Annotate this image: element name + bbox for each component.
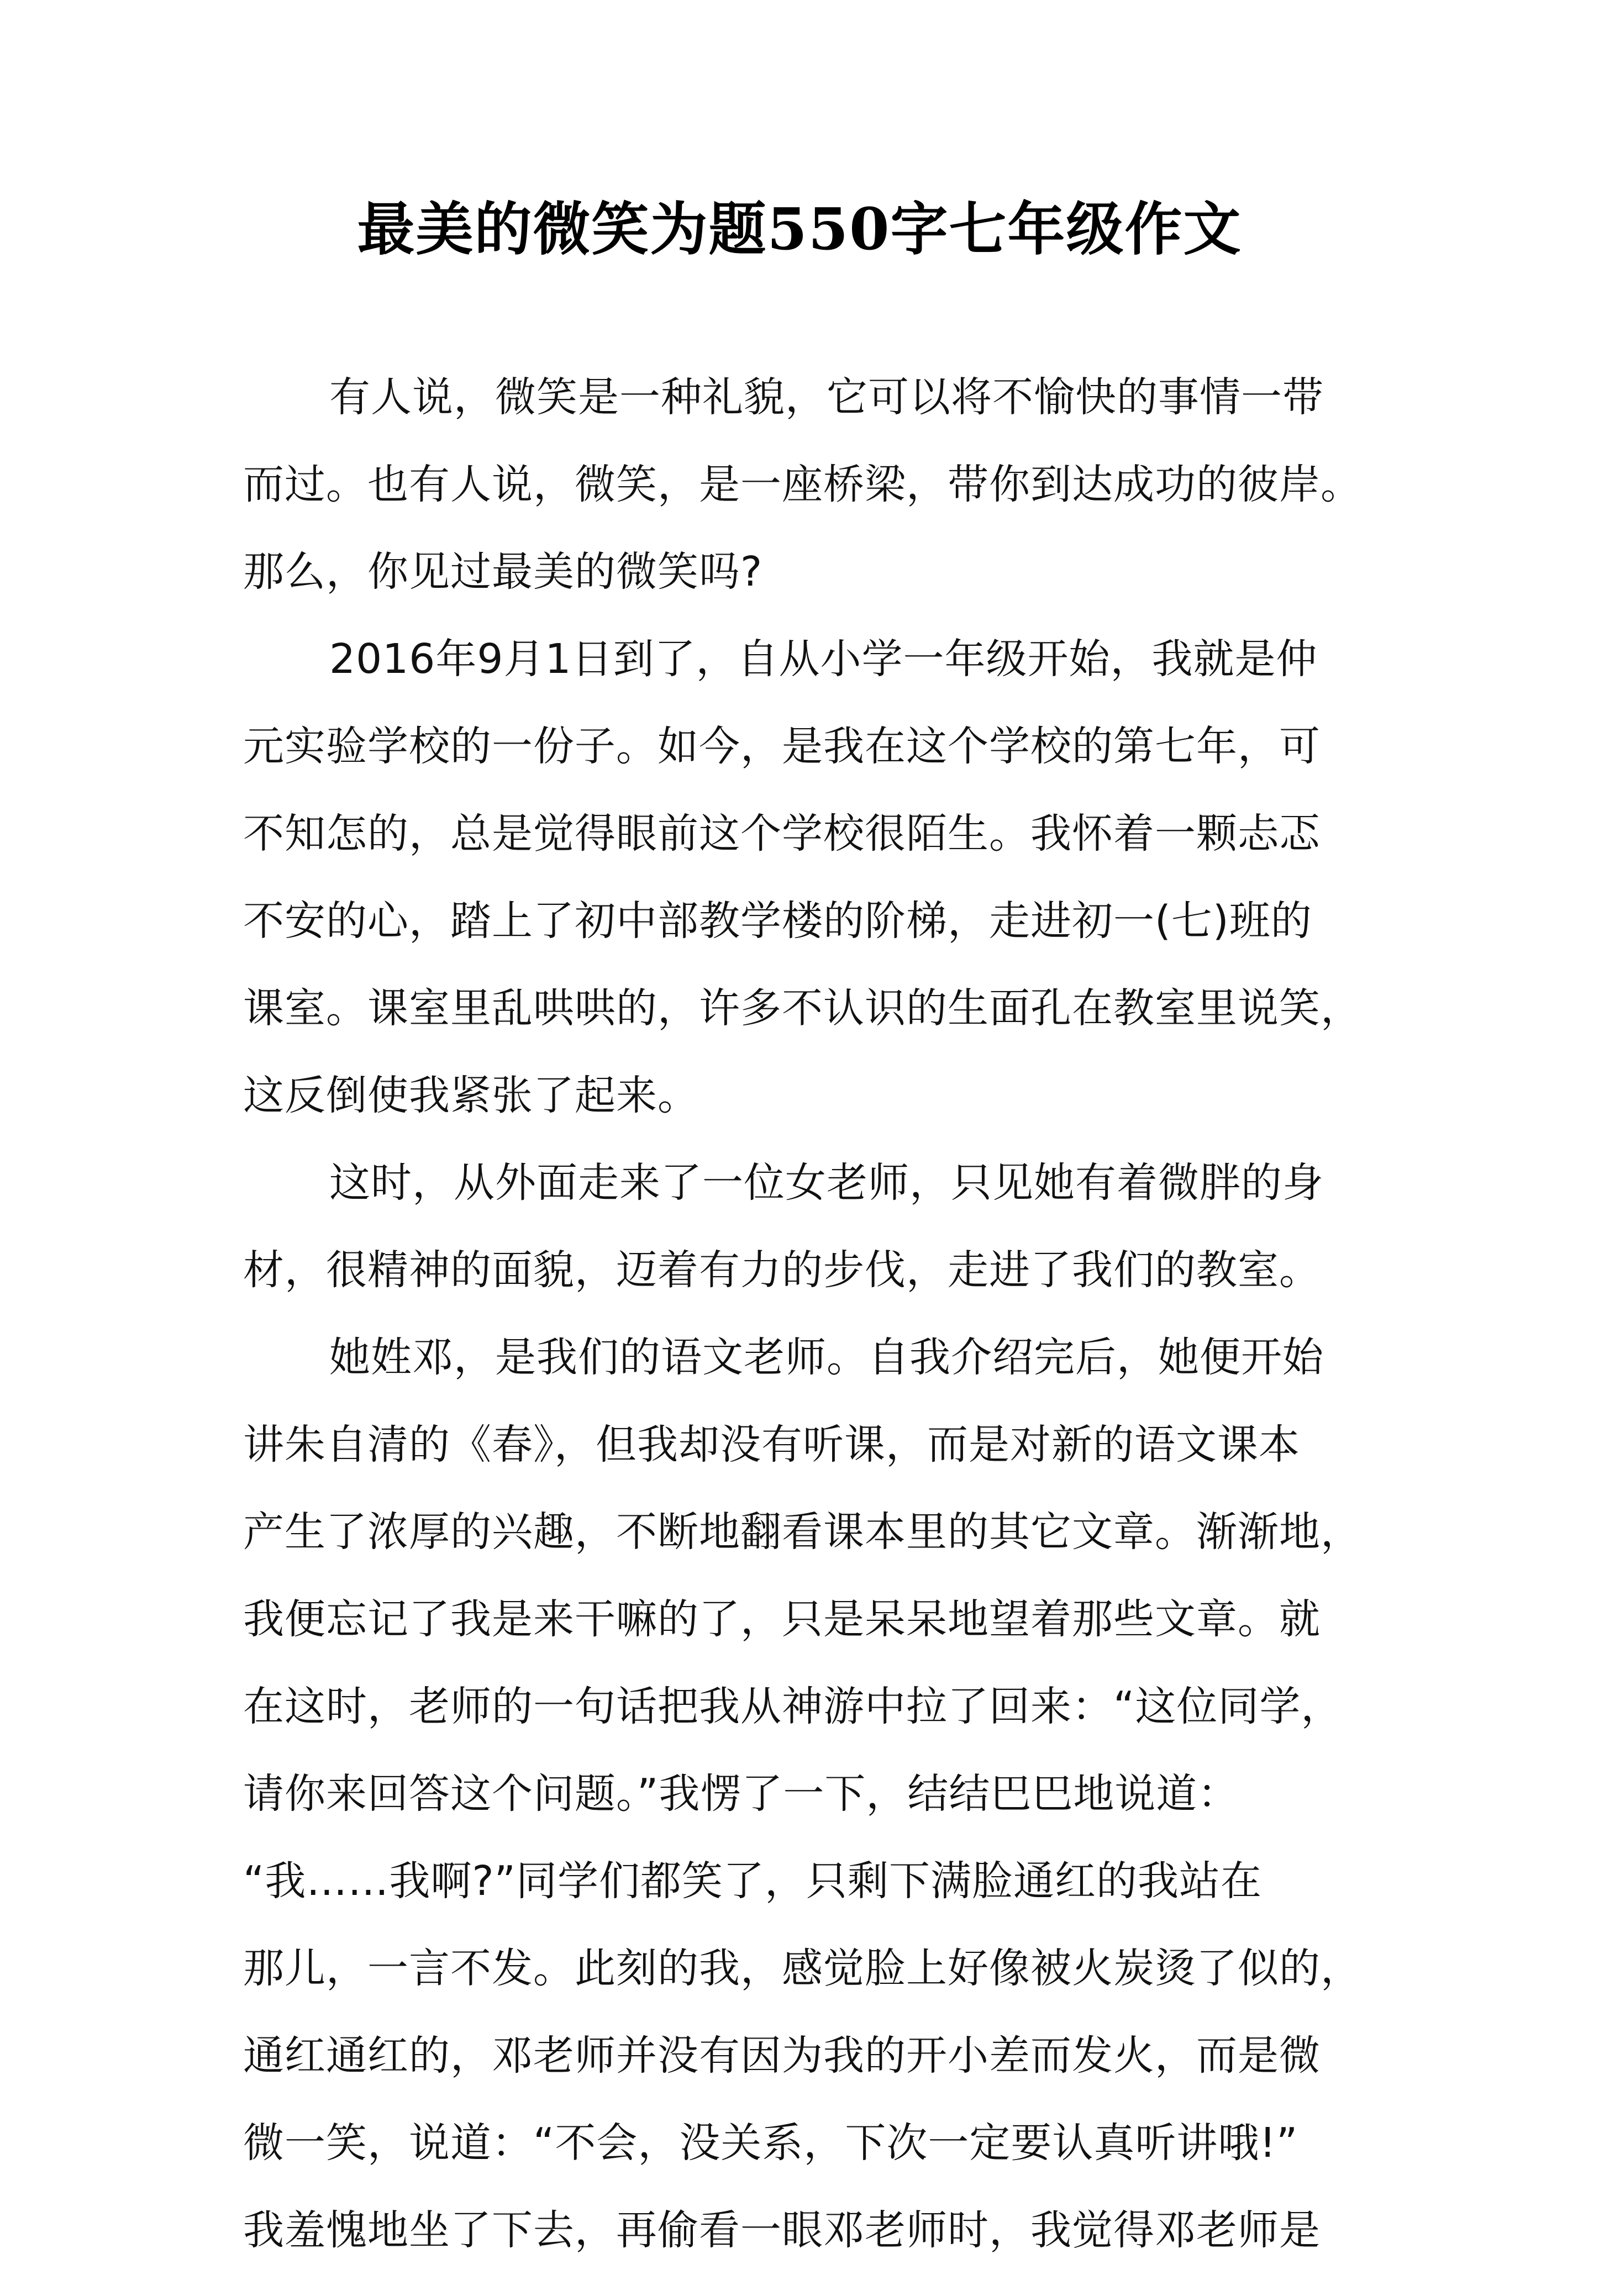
document-title: 最美的微笑为题550字七年级作文 [357,195,1242,263]
text-line: 元实验学校的一份子。如今，是我在这个学校的第七年，可 [243,723,1321,770]
text-line: 而过。也有人说，微笑，是一座桥梁，带你到达成功的彼岸。 [243,461,1362,508]
text-line: 产生了浓厚的兴趣，不断地翻看课本里的其它文章。渐渐地， [243,1508,1362,1556]
text-line: 这反倒使我紧张了起来。 [243,1072,699,1119]
text-line: 那儿，一言不发。此刻的我，感觉脸上好像被火炭烫了似的， [243,1945,1362,1992]
text-line: 在这时，老师的一句话把我从神游中拉了回来：“这位同学， [243,1683,1343,1730]
document-body [243,373,1381,2296]
text-line: 请你来回答这个问题。”我愣了一下，结结巴巴地说道： [243,1770,1239,1818]
text-line: 材，很精神的面貌，迈着有力的步伐，走进了我们的教室。 [243,1246,1321,1294]
text-line: 通红通红的，邓老师并没有因为我的开小差而发火，而是微 [243,2032,1321,2079]
text-line: 这时，从外面走来了一位女老师，只见她有着微胖的身 [329,1159,1324,1207]
text-line: 不知怎的，总是觉得眼前这个学校很陌生。我怀着一颗忐忑 [243,810,1321,857]
text-line: 那么，你见过最美的微笑吗? [243,548,763,596]
text-line: 课室。课室里乱哄哄的，许多不认识的生面孔在教室里说笑， [243,984,1362,1032]
text-line: 我羞愧地坐了下去，再偷看一眼邓老师时，我觉得邓老师是 [243,2207,1321,2254]
text-line: 讲朱自清的《春》，但我却没有听课，而是对新的语文课本 [243,1421,1300,1468]
text-line: 微一笑，说道：“不会，没关系，下次一定要认真听讲哦!” [243,2119,1298,2167]
text-line: 我便忘记了我是来干嘛的了，只是呆呆地望着那些文章。就 [243,1595,1321,1643]
text-line: “我……我啊?”同学们都笑了，只剩下满脸通红的我站在 [243,1857,1262,1905]
text-line: 不安的心，踏上了初中部教学楼的阶梯，走进初一(七)班的 [243,897,1312,945]
text-line: 她姓邓，是我们的语文老师。自我介绍完后，她便开始 [329,1334,1324,1381]
text-line: 2016年9月1日到了，自从小学一年级开始，我就是仲 [329,635,1318,683]
text-line: 有人说，微笑是一种礼貌，它可以将不愉快的事情一带 [329,373,1324,421]
